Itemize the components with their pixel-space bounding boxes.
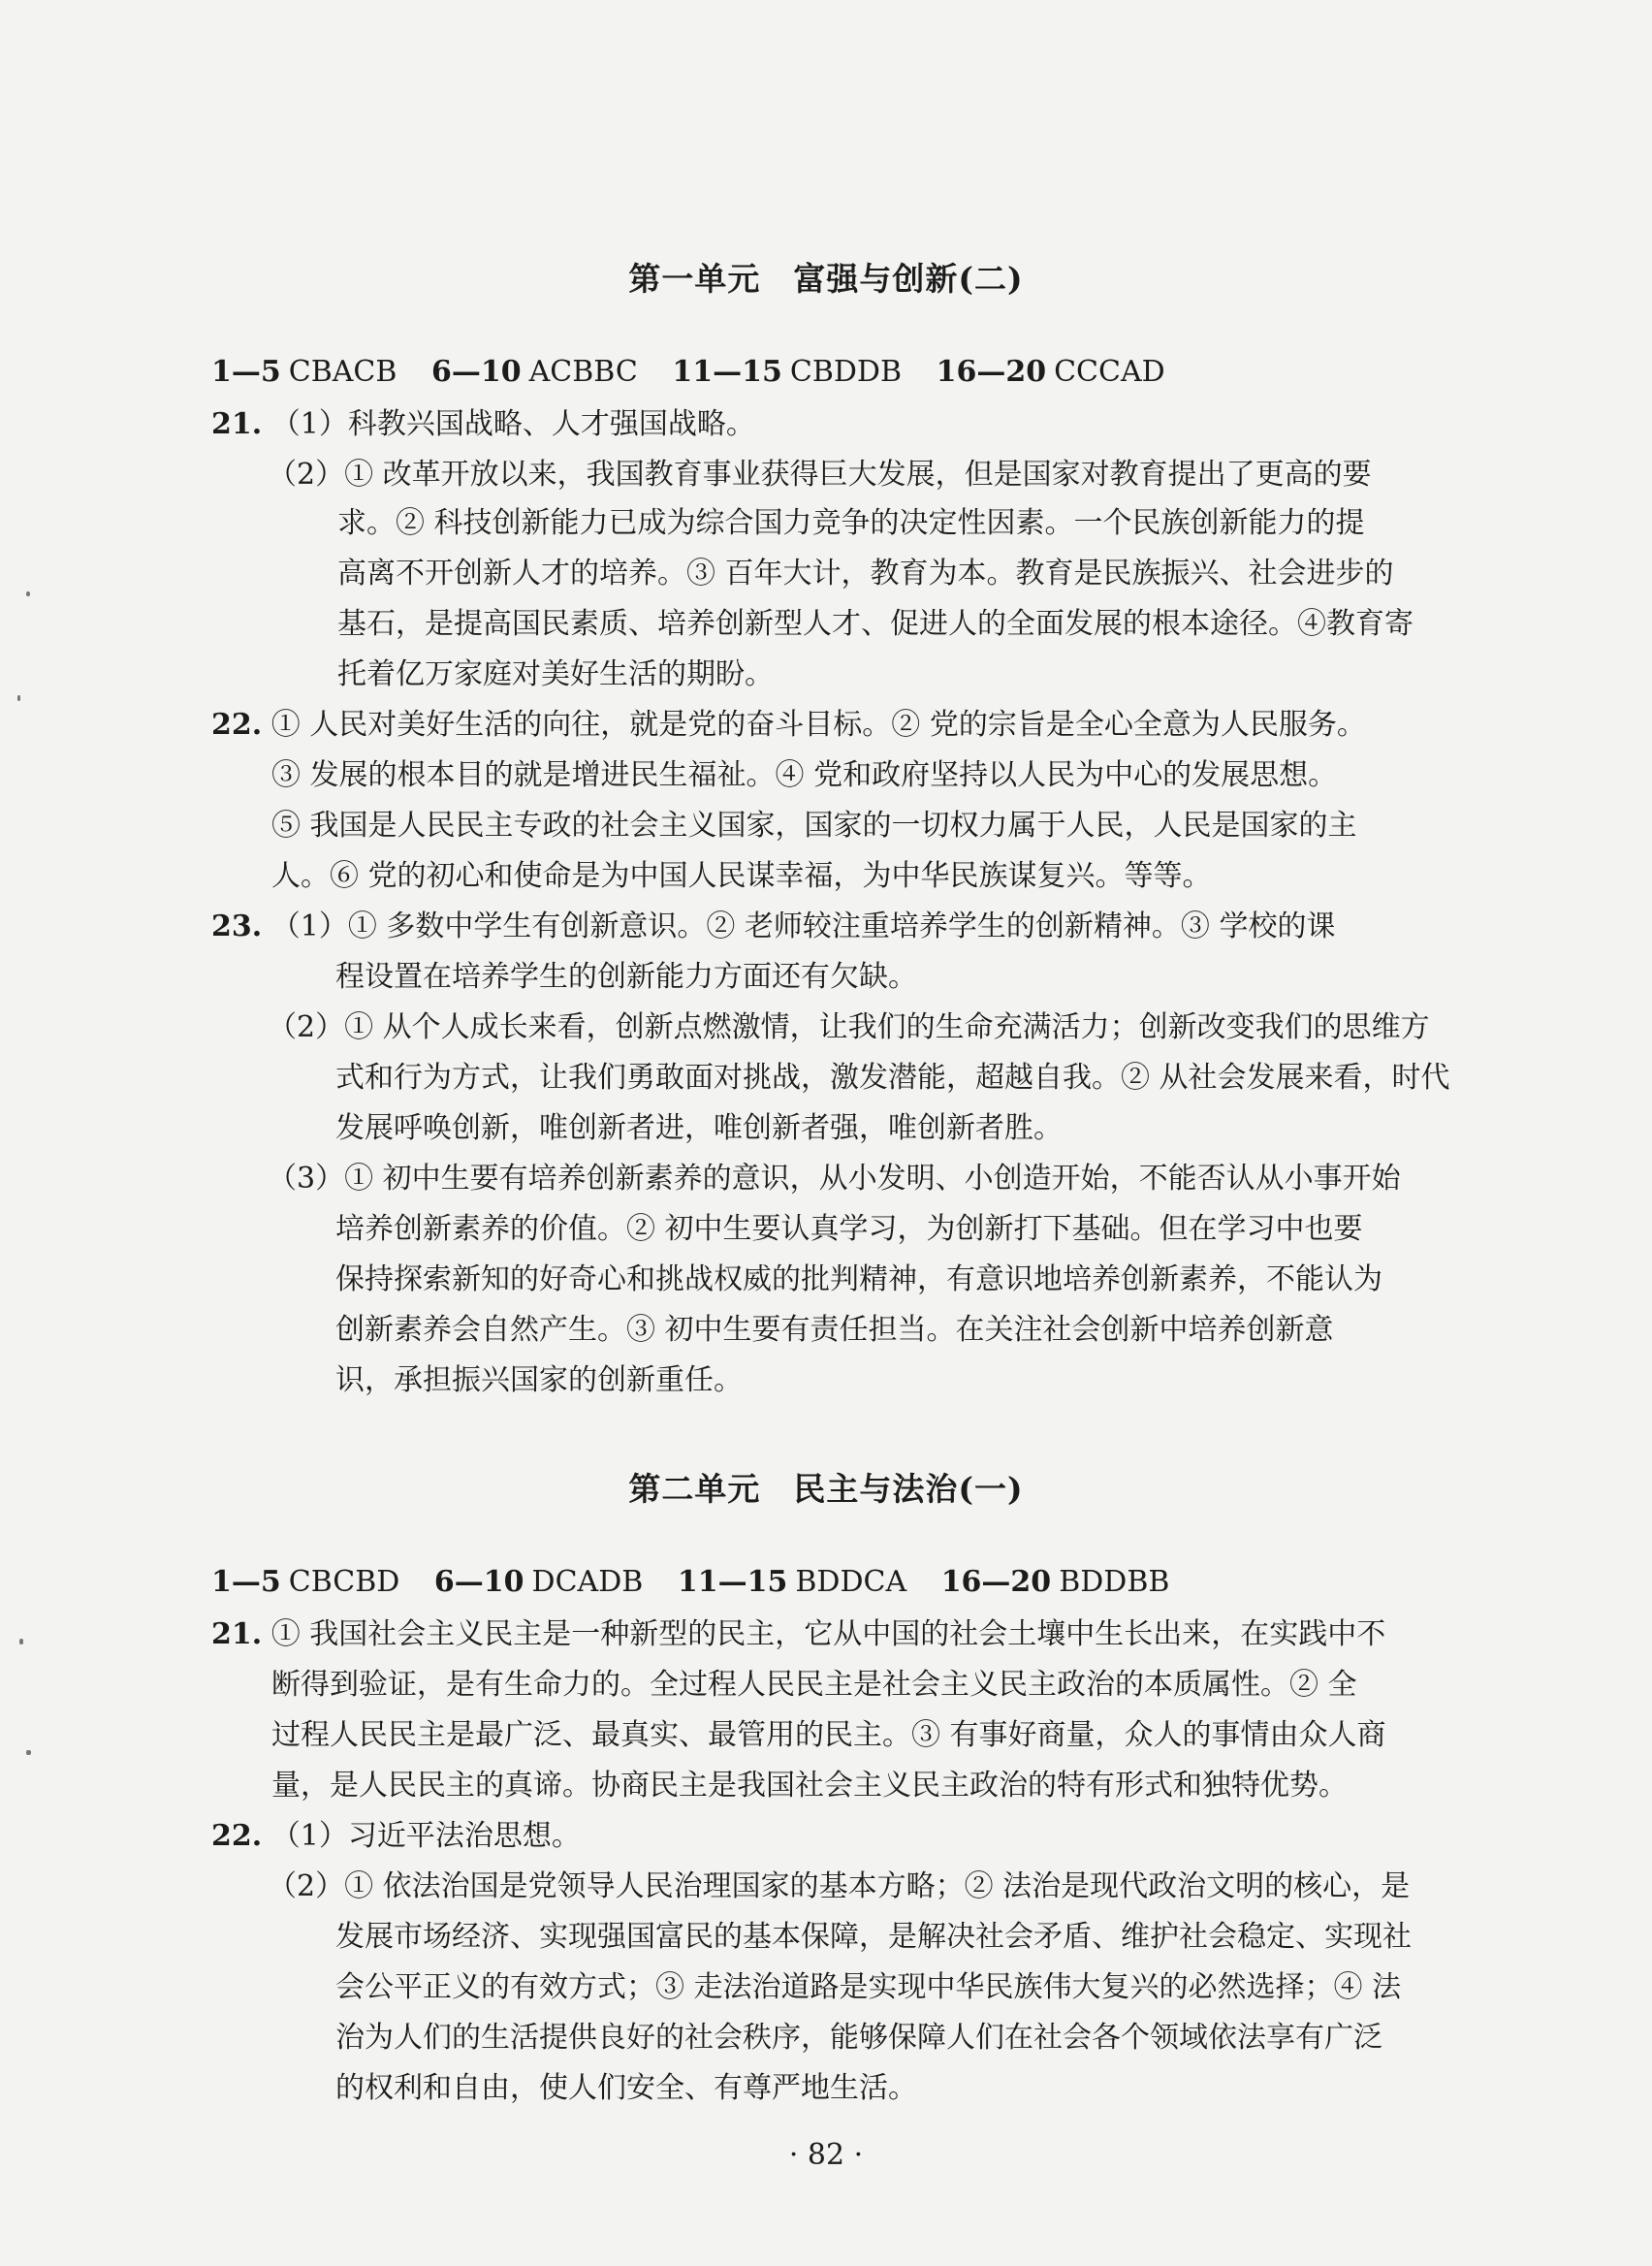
answer-line: 保持探索新知的好奇心和挑战权威的批判精神，有意识地培养创新素养，不能认为 (335, 1262, 1382, 1296)
answer-line: 基石，是提高国民素质、培养创新型人才、促进人的全面发展的根本途径。④教育寄 (337, 607, 1414, 641)
answer-line: 程设置在培养学生的创新能力方面还有欠缺。 (335, 960, 917, 994)
answer-line: 人。⑥ 党的初心和使命是为中国人民谋幸福，为中华民族谋复兴。等等。 (271, 859, 1212, 893)
multiple-choice-answers (211, 355, 1191, 389)
answer-line: （3）① 初中生要有培养创新素养的意识，从小发明、小创造开始，不能否认从小事开始 (268, 1162, 1401, 1196)
answer-line: （2）① 依法治国是党领导人民治理国家的基本方略；② 法治是现代政治文明的核心，是 (268, 1869, 1411, 1903)
mc-group: 1—5 CBCBD (211, 1565, 400, 1599)
answer-line: 式和行为方式，让我们勇敢面对挑战，激发潜能，超越自我。② 从社会发展来看，时代 (335, 1061, 1450, 1095)
mc-group: 11—15 BDDCA (677, 1565, 907, 1599)
question-number: 22. (211, 1819, 263, 1853)
answer-line: 量，是人民民主的真谛。协商民主是我国社会主义民主政治的特有形式和独特优势。 (271, 1769, 1348, 1803)
answer-line: ⑤ 我国是人民民主专政的社会主义国家，国家的一切权力属于人民，人民是国家的主 (271, 809, 1357, 843)
answer-line: 求。② 科技创新能力已成为综合国力竞争的决定性因素。一个民族创新能力的提 (337, 506, 1365, 540)
scan-mark (26, 1750, 31, 1755)
answer-line: 过程人民民主是最广泛、最真实、最管用的民主。③ 有事好商量，众人的事情由众人商 (271, 1718, 1386, 1752)
mc-group: 1—5 CBACB (211, 355, 397, 389)
answer-line: 21. ① 我国社会主义民主是一种新型的民主，它从中国的社会土壤中生长出来，在实践中不 (211, 1617, 1386, 1651)
answer-line: 发展呼唤创新，唯创新者进，唯创新者强，唯创新者胜。 (335, 1111, 1063, 1145)
answer-line: 23. （1）① 多数中学生有创新意识。② 老师较注重培养学生的创新精神。③ 学校的课 (211, 910, 1336, 943)
answer-line: 的权利和自由，使人们安全、有尊严地生活。 (335, 2071, 917, 2105)
unit-title: 第一单元 富强与创新(二) (628, 260, 1024, 298)
answer-line: 托着亿万家庭对美好生活的期盼。 (337, 657, 774, 691)
question-number: 21. (211, 1617, 263, 1651)
scan-mark (26, 591, 30, 596)
question-number: 22. (211, 708, 263, 742)
answer-line: 22. （1）习近平法治思想。 (211, 1819, 581, 1853)
answer-line: 发展市场经济、实现强国富民的基本保障，是解决社会矛盾、维护社会稳定、实现社 (335, 1920, 1412, 1954)
mc-group: 6—10 DCADB (433, 1565, 644, 1599)
question-number: 21. (211, 407, 263, 441)
answer-line: （2）① 改革开放以来，我国教育事业获得巨大发展，但是国家对教育提出了更高的要 (268, 458, 1372, 492)
multiple-choice-answers (211, 1565, 1194, 1599)
mc-group: 16—20 BDDBB (940, 1565, 1170, 1599)
answer-line: 治为人们的生活提供良好的社会秩序，能够保障人们在社会各个领域依法享有广泛 (335, 2021, 1382, 2055)
answer-line: 21. （1）科教兴国战略、人才强国战略。 (211, 407, 755, 441)
answer-line: （2）① 从个人成长来看，创新点燃激情，让我们的生命充满活力；创新改变我们的思维方 (268, 1010, 1430, 1044)
mc-group: 6—10 ACBBC (430, 355, 638, 389)
scan-mark (19, 1639, 23, 1644)
mc-group: 11—15 CBDDB (672, 355, 903, 389)
unit-title: 第二单元 民主与法治(一) (628, 1470, 1024, 1508)
answer-line: 22. ① 人民对美好生活的向往，就是党的奋斗目标。② 党的宗旨是全心全意为人民服务。 (211, 708, 1366, 742)
question-number: 23. (211, 910, 263, 943)
answer-line: 高离不开创新人才的培养。③ 百年大计，教育为本。教育是民族振兴、社会进步的 (337, 557, 1394, 590)
answer-line: 识，承担振兴国家的创新重任。 (335, 1363, 743, 1397)
mc-group: 16—20 CCCAD (936, 355, 1165, 389)
scan-mark (17, 695, 20, 701)
answer-line: 创新素养会自然产生。③ 初中生要有责任担当。在关注社会创新中培养创新意 (335, 1313, 1334, 1347)
answer-line: ③ 发展的根本目的就是增进民生福祉。④ 党和政府坚持以人民为中心的发展思想。 (271, 758, 1338, 792)
answer-line: 会公平正义的有效方式；③ 走法治道路是实现中华民族伟大复兴的必然选择；④ 法 (335, 1970, 1402, 2004)
page-number: · 82 · (788, 2138, 864, 2172)
answer-line: 断得到验证，是有生命力的。全过程人民民主是社会主义民主政治的本质属性。② 全 (271, 1668, 1357, 1702)
answer-line: 培养创新素养的价值。② 初中生要认真学习，为创新打下基础。但在学习中也要 (335, 1212, 1363, 1246)
